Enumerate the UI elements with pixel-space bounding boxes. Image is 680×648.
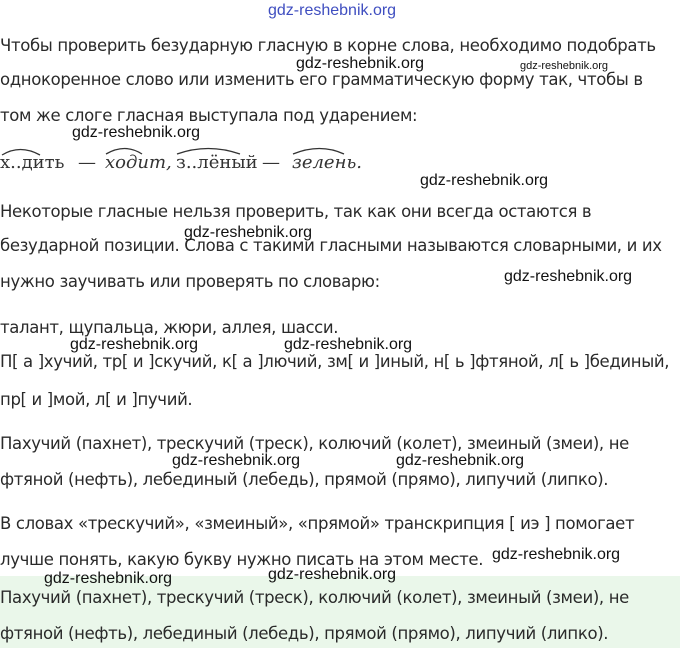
example-word-3: з..лёный <box>176 152 258 173</box>
watermark: gdz-reshebnik.org <box>504 268 633 285</box>
rule-line-1: Чтобы проверить безударную гласную в корне слова, необходимо подобрать <box>0 36 656 55</box>
vocab-line-1: Некоторые гласные нельзя проверить, так как они всегда остаются в <box>0 202 592 221</box>
example-dash-1: — <box>78 152 96 173</box>
task-line-1: П[ а ]хучий, тр[ и ]скучий, к[ а ]лючий, зм[ и ]иный, н[ ь ]фтяной, л[ ь ]бединый, <box>0 352 670 371</box>
watermark: gdz-reshebnik.org <box>268 566 397 583</box>
root-check-example <box>0 138 680 178</box>
note-line-1: В словах «трескучий», «змеиный», «прямой» транскрипция [ иэ ] помогает <box>0 514 635 533</box>
watermark: gdz-reshebnik.org <box>70 336 199 353</box>
final-answer-line-2: фтяной (нефть), лебединый (лебедь), прямой (прямо), липучий (липко). <box>0 624 609 643</box>
draft-answer-line-1: Пахучий (пахнет), трескучий (треск), колючий (колет), змеиный (змеи), не <box>0 434 629 453</box>
watermark: gdz-reshebnik.org <box>44 570 173 587</box>
watermark: gdz-reshebnik.org <box>420 172 549 189</box>
watermark: gdz-reshebnik.org <box>72 124 201 141</box>
example-dash-2: — <box>262 152 280 173</box>
rule-line-3: том же слоге гласная выступала под ударением: <box>0 106 418 125</box>
dictionary-words: талант, щупальца, жюри, аллея, шасси. <box>0 318 339 337</box>
rule-line-2: однокоренное слово или изменить его грамматическую форму так, чтобы в <box>0 70 643 89</box>
example-word-4: зелень. <box>292 152 362 173</box>
example-word-2: ходит, <box>105 152 172 173</box>
final-answer-line-1: Пахучий (пахнет), трескучий (треск), колючий (колет), змеиный (змеи), не <box>0 588 629 607</box>
example-word-1: х..дить <box>0 152 65 173</box>
watermark: gdz-reshebnik.org <box>172 452 301 469</box>
draft-answer-line-2: фтяной (нефть), лебединый (лебедь), прямой (прямо), липучий (липко). <box>0 470 609 489</box>
watermark: gdz-reshebnik.org <box>296 55 425 72</box>
note-line-2: лучше понять, какую букву нужно писать на этом месте. <box>0 550 484 569</box>
vocab-line-3: нужно заучивать или проверять по словарю: <box>0 272 380 291</box>
task-line-2: пр[ и ]мой, л[ и ]пучий. <box>0 390 193 409</box>
vocab-line-2: безударной позиции. Слова с такими гласными называются словарными, и их <box>0 236 662 255</box>
watermark-small: gdz-reshebnik.org <box>520 60 609 72</box>
watermark: gdz-reshebnik.org <box>184 224 313 241</box>
watermark: gdz-reshebnik.org <box>284 336 413 353</box>
watermark: gdz-reshebnik.org <box>396 452 525 469</box>
watermark-top: gdz-reshebnik.org <box>268 2 397 19</box>
watermark: gdz-reshebnik.org <box>492 546 621 563</box>
